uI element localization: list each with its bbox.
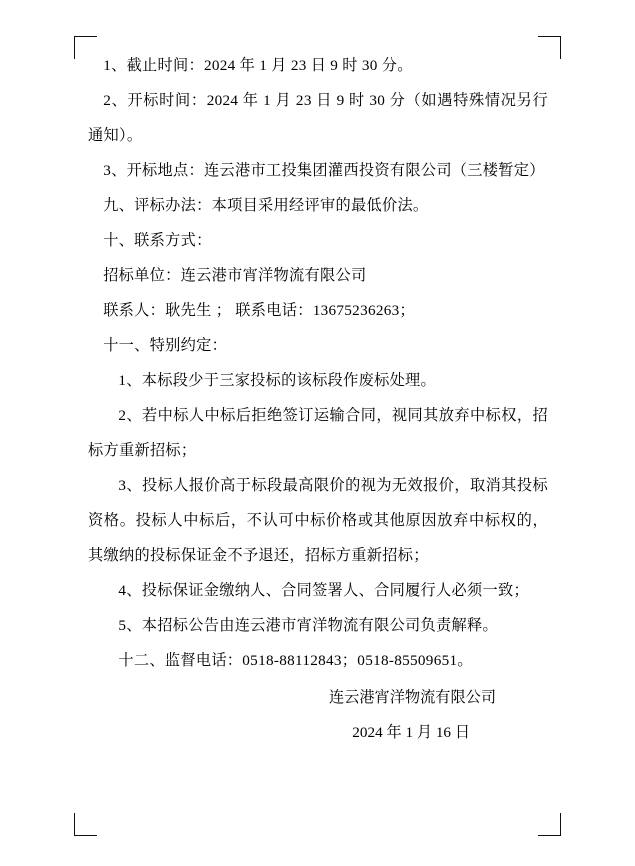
paragraph-supervision-phone: 十二、监督电话：0518-88112843；0518-85509651。 [118,652,473,669]
document-body [88,48,548,750]
paragraph-deadline-time: 1、截止时间：2024 年 1 月 23 日 9 时 30 分。 [103,57,413,74]
paragraph-bid-opening-place: 3、开标地点：连云港市工投集团灌西投资有限公司（三楼暂定） [103,162,545,179]
paragraph-term-3: 3、投标人报价高于标段最高限价的视为无效报价，取消其投标资格。投标人中标后，不认可中标价格或其他原因放弃中标权的，其缴纳的投标保证金不予退还，招标方重新招标； [88,477,548,564]
paragraph-contact-person: 联系人：耿先生 ； 联系电话：13675236263； [103,302,416,319]
paragraph-tender-unit: 招标单位：连云港市宵洋物流有限公司 [103,267,367,284]
signature-date: 2024 年 1 月 16 日 [352,724,470,741]
paragraph-special-terms-heading: 十一、特别约定： [103,337,228,354]
paragraph-bid-opening-time: 2、开标时间：2024 年 1 月 23 日 9 时 30 分（如遇特殊情况另行通知）。 [88,92,548,144]
paragraph-term-2: 2、若中标人中标后拒绝签订运输合同，视同其放弃中标权，招标方重新招标； [88,407,548,459]
paragraph-term-5: 5、本招标公告由连云港市宵洋物流有限公司负责解释。 [118,617,498,634]
paragraph-evaluation-method: 九、评标办法：本项目采用经评审的最低价法。 [103,197,429,214]
paragraph-contact-heading: 十、联系方式： [103,232,212,249]
crop-mark-bottom-left [74,813,97,836]
signature-organization: 连云港宵洋物流有限公司 [328,689,496,706]
signature-block [88,680,548,750]
paragraph-term-1: 1、本标段少于三家投标的该标段作废标处理。 [118,372,437,389]
crop-mark-bottom-right [538,813,561,836]
paragraph-term-4: 4、投标保证金缴纳人、合同签署人、合同履行人必须一致； [118,582,529,599]
